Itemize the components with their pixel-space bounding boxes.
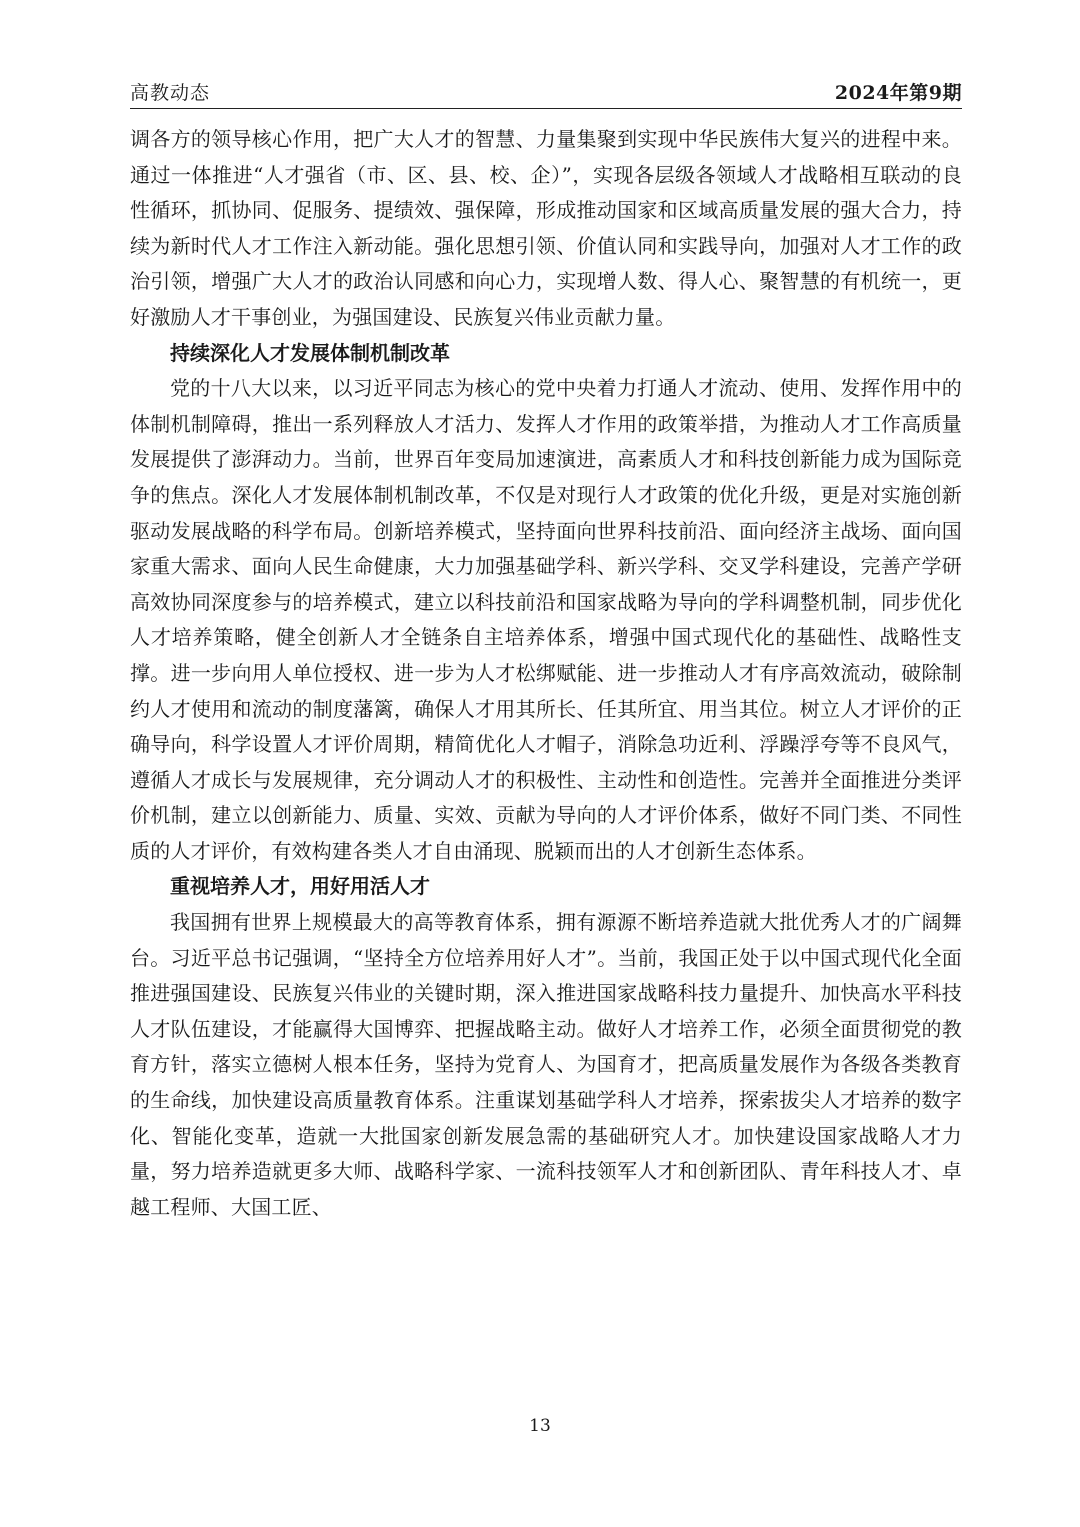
running-header	[130, 78, 962, 109]
journal-title: 高教动态	[130, 82, 211, 104]
issue-label: 2024年第9期	[834, 82, 962, 104]
section-heading: 重视培养人才，用好用活人才	[170, 874, 430, 899]
body-paragraph: 我国拥有世界上规模最大的高等教育体系，拥有源源不断培养造就大批优秀人才的广阔舞台。习近平总书记强调，“坚持全方位培养用好人才”。当前，我国正处于以中国式现代化全面推进强国建设、民族复兴伟业的关键时期，深入推进国家战略科技力量提升、加快高水平科技人才队伍建设，才能赢得大国博弈、把握战略主动。做好人才培养工作，必须全面贯彻党的教育方针，落实立德树人根本任务，坚持为党育人、为国育才，把高质量发展作为各级各类教育的生命线，加快建设高质量教育体系。注重谋划基础学科人才培养，探索拔尖人才培养的数字化、智能化变革，造就一大批国家创新发展急需的基础研究人才。加快建设国家战略人才力量，努力培养造就更多大师、战略科学家、一流科技领军人才和创新团队、青年科技人才、卓越工程师、大国工匠、	[130, 910, 962, 1219]
article-body	[130, 122, 962, 1225]
body-paragraph: 调各方的领导核心作用，把广大人才的智慧、力量集聚到实现中华民族伟大复兴的进程中来。通过一体推进“人才强省（市、区、县、校、企）”，实现各层级各领域人才战略相互联动的良性循环，抓协同、促服务、提绩效、强保障，形成推动国家和区域高质量发展的强大合力，持续为新时代人才工作注入新动能。强化思想引领、价值认同和实践导向，加强对人才工作的政治引领，增强广大人才的政治认同感和向心力，实现增人数、得人心、聚智慧的有机统一，更好激励人才干事创业，为强国建设、民族复兴伟业贡献力量。	[130, 127, 962, 329]
body-paragraph: 党的十八大以来，以习近平同志为核心的党中央着力打通人才流动、使用、发挥作用中的体制机制障碍，推出一系列释放人才活力、发挥人才作用的政策举措，为推动人才工作高质量发展提供了澎湃动力。当前，世界百年变局加速演进，高素质人才和科技创新能力成为国际竞争的焦点。深化人才发展体制机制改革，不仅是对现行人才政策的优化升级，更是对实施创新驱动发展战略的科学布局。创新培养模式，坚持面向世界科技前沿、面向经济主战场、面向国家重大需求、面向人民生命健康，大力加强基础学科、新兴学科、交叉学科建设，完善产学研高效协同深度参与的培养模式，建立以科技前沿和国家战略为导向的学科调整机制，同步优化人才培养策略，健全创新人才全链条自主培养体系，增强中国式现代化的基础性、战略性支撑。进一步向用人单位授权、进一步为人才松绑赋能、进一步推动人才有序高效流动，破除制约人才使用和流动的制度藩篱，确保人才用其所长、任其所宜、用当其位。树立人才评价的正确导向，科学设置人才评价周期，精简优化人才帽子，消除急功近利、浮躁浮夸等不良风气，遵循人才成长与发展规律，充分调动人才的积极性、主动性和创造性。完善并全面推进分类评价机制，建立以创新能力、质量、实效、贡献为导向的人才评价体系，做好不同门类、不同性质的人才评价，有效构建各类人才自由涌现、脱颖而出的人才创新生态体系。	[130, 376, 962, 863]
page-number: 13	[529, 1416, 551, 1436]
section-heading: 持续深化人才发展体制机制改革	[170, 340, 450, 365]
